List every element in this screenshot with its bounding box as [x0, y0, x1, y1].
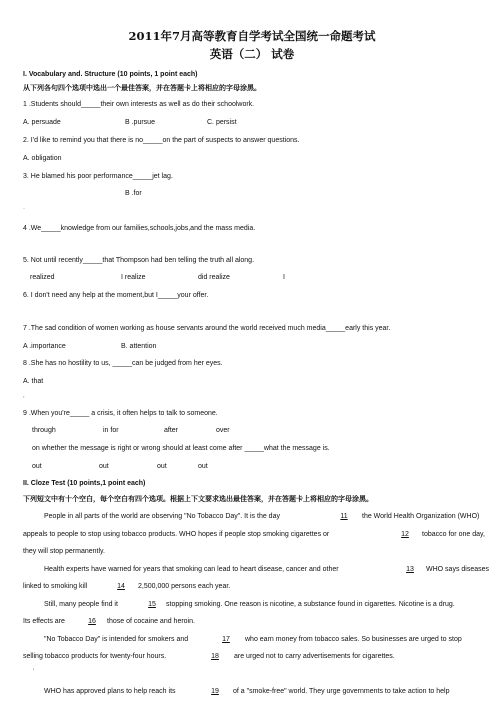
- cloze-text: they will stop permanently.: [23, 548, 105, 555]
- q9-option-c: after: [164, 427, 179, 434]
- q10-option-b: out: [99, 463, 109, 470]
- q10-option-d: out: [198, 463, 208, 470]
- blank-15: 15: [148, 601, 156, 608]
- cloze-text: "No Tobacco Day" is intended for smokers and: [44, 636, 189, 643]
- blank-11: 11: [340, 513, 348, 520]
- question-3: 3. He blamed his poor performance_____jet lag.: [23, 173, 173, 180]
- blank-14: 14: [117, 583, 125, 590]
- q5-option-a: realized: [30, 274, 55, 281]
- blank-12: 12: [401, 531, 409, 538]
- stray-mark: ′: [33, 669, 35, 675]
- cloze-text: WHO has approved plans to help reach its: [44, 688, 176, 695]
- q9-option-b: in for: [103, 427, 119, 434]
- question-6: 6. I don't need any help at the moment,but I_____your offer.: [23, 292, 209, 299]
- blank-18: 18: [211, 653, 219, 660]
- section2-heading: II. Cloze Test (10 points,1 point each): [23, 480, 146, 487]
- cloze-text: of a "smoke-free" world. They urge governments to take action to help: [233, 688, 450, 695]
- blank-19: 19: [211, 688, 219, 695]
- question-10: on whether the message is right or wrong should at least come after _____what the message is.: [32, 445, 330, 452]
- question-1: 1 .Students should_____their own interests as well as do their schoolwork.: [23, 101, 255, 108]
- q1-option-c: C. persist: [207, 119, 237, 126]
- blank-17: 17: [222, 636, 230, 643]
- section1-heading: I. Vocabulary and. Structure (10 points, 1 point each): [23, 71, 198, 78]
- cloze-text: linked to smoking kill: [23, 583, 88, 590]
- cloze-text: appeals to people to stop using tobacco products. WHO hopes if people stop smoking cigarettes or: [23, 531, 330, 538]
- cloze-text: who earn money from tobacco sales. So businesses are urged to stop: [245, 636, 462, 643]
- question-5: 5. Not until recently_____that Thompson had ben telling the truth all along.: [23, 257, 255, 264]
- stray-mark: ·: [23, 206, 25, 212]
- cloze-text: are urged not to carry advertisements for cigarettes.: [234, 653, 395, 660]
- cloze-text: selling tobacco products for twenty-four hours.: [23, 653, 167, 660]
- cloze-text: People in all parts of the world are observing "No Tobacco Day". It is the day: [44, 513, 280, 520]
- cloze-text: tobacco for one day,: [422, 531, 485, 538]
- cloze-text: Its effects are: [23, 618, 65, 625]
- q9-option-a: through: [32, 427, 56, 434]
- cloze-text: Still, many people find it: [44, 601, 118, 608]
- question-2: 2. I'd like to remind you that there is no_____on the part of suspects to answer questions.: [23, 137, 300, 144]
- q1-option-b: B .pursue: [125, 119, 155, 126]
- question-9: 9 .When you're_____ a crisis, it often helps to talk to someone.: [23, 410, 218, 417]
- q1-option-a: A. persuade: [23, 119, 61, 126]
- cloze-text: WHO says diseases: [426, 566, 490, 573]
- q5-option-c: did realize: [198, 274, 230, 281]
- cloze-text: the World Health Organization (WHO): [362, 513, 480, 520]
- cloze-text: those of cocaine and heroin.: [107, 618, 195, 625]
- q5-option-b: I realize: [121, 274, 146, 281]
- cloze-text: Health experts have warned for years that smoking can lead to heart disease, cancer and other: [44, 566, 339, 573]
- blank-16: 16: [88, 618, 96, 625]
- blank-13: 13: [406, 566, 414, 573]
- q10-option-c: out: [157, 463, 167, 470]
- exam-title: 2011年7月高等教育自学考试全国统一命题考试: [128, 29, 376, 43]
- section1-instructions: 从下列各句四个选项中选出一个最佳答案，并在答题卡上将相应的字母涂黑。: [23, 84, 261, 92]
- q10-option-a: out: [32, 463, 42, 470]
- q5-option-d: I: [283, 274, 285, 281]
- q2-option-a: A. obligation: [23, 155, 62, 162]
- cloze-text: 2,500,000 persons each year.: [138, 583, 231, 590]
- q7-option-b: B. attention: [121, 343, 157, 350]
- q3-option-b: B .for: [125, 190, 142, 197]
- question-8: 8 .She has no hostility to us, _____can be judged from her eyes.: [23, 360, 223, 367]
- q7-option-a: A .importance: [23, 343, 66, 350]
- section2-instructions: 下列短文中有十个空白，每个空白有四个选项。根据上下文要求选出最佳答案，并在答题卡上将相应的字母涂黑。: [23, 495, 373, 503]
- question-7: 7 .The sad condition of women working as house servants around the world received much media_____early this year.: [23, 325, 391, 332]
- question-4: 4 .We_____knowledge from our families,schools,jobs,and the mass media.: [23, 225, 256, 232]
- exam-subtitle: 英语（二） 试卷: [209, 47, 295, 61]
- q9-option-d: over: [216, 427, 230, 434]
- q8-option-a: A. that: [23, 378, 44, 385]
- stray-mark: ,: [23, 393, 25, 399]
- cloze-text: stopping smoking. One reason is nicotine, a substance found in cigarettes. Nicotine is a drug.: [166, 601, 455, 608]
